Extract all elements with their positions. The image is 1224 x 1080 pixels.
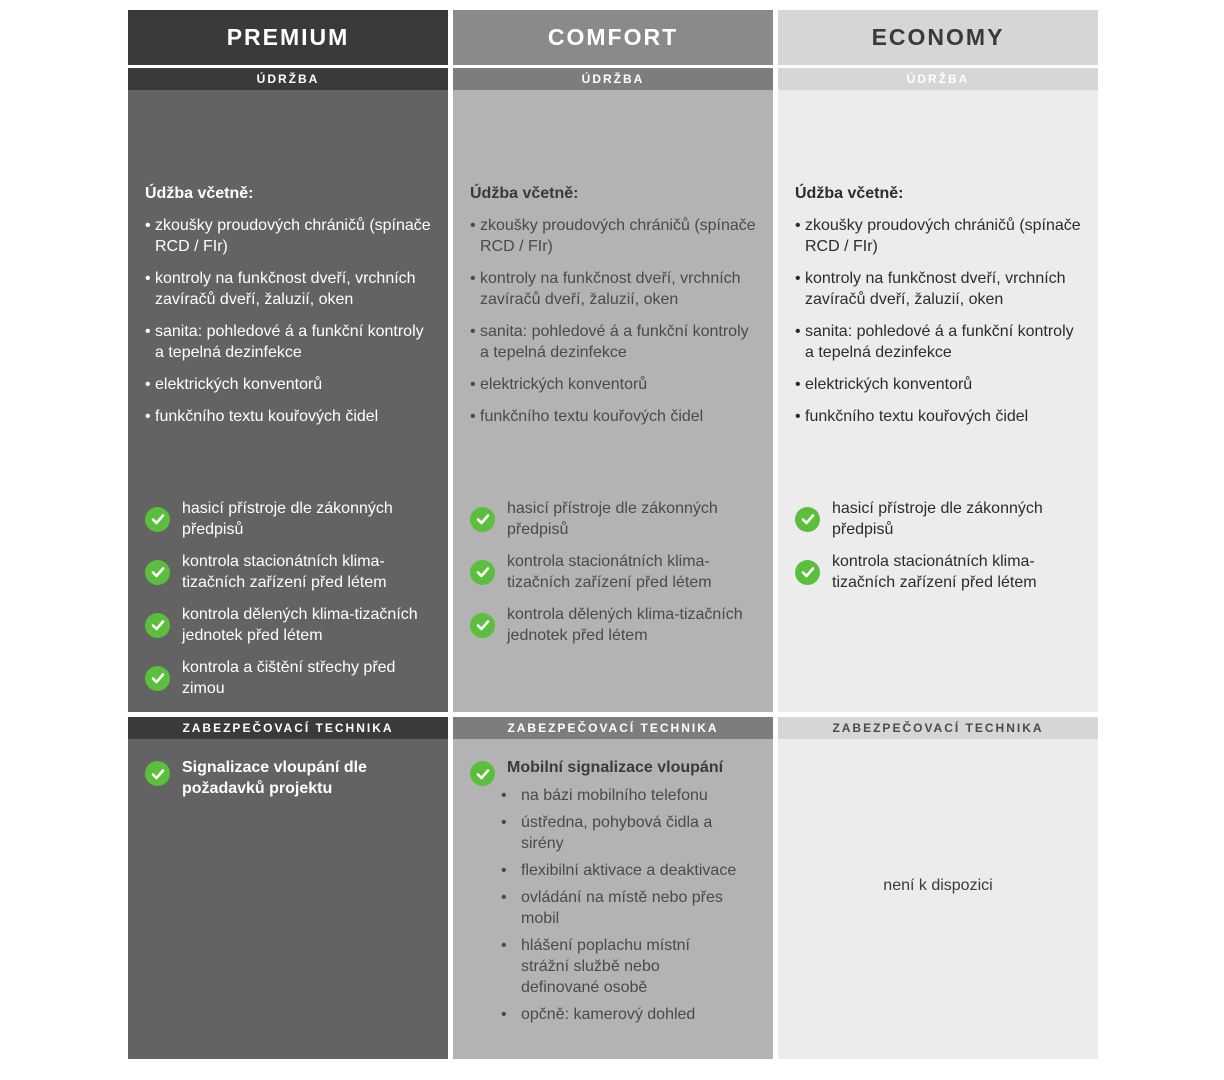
- check-icon: [470, 761, 495, 786]
- check-text: kontrola stacionátních klima-tizačních zařízení před létem: [507, 553, 712, 591]
- plan-title: PREMIUM: [128, 10, 448, 65]
- maintenance-list: [145, 215, 435, 438]
- list-item: • kontroly na funkčnost dveří, vrchních zavíračů dveří, žaluzií, oken: [470, 268, 760, 310]
- security-title: Mobilní signalizace vloupání: [507, 759, 724, 776]
- maintenance-list: [470, 215, 760, 438]
- maintenance-header: ÚDRŽBA: [453, 68, 773, 90]
- check-icon: [470, 507, 495, 532]
- check-item: [145, 498, 440, 540]
- check-list: [470, 498, 765, 657]
- check-icon: [145, 761, 170, 786]
- check-item: [145, 604, 440, 646]
- check-item: [470, 604, 765, 646]
- includes-title: Údžba včetně:: [470, 185, 579, 202]
- plan-column-premium: [128, 10, 448, 1059]
- list-item: • kontroly na funkčnost dveří, vrchních zavíračů dveří, žaluzií, oken: [795, 268, 1085, 310]
- security-sublist: [511, 785, 756, 1031]
- maintenance-section: [128, 90, 448, 712]
- list-item: • zkoušky proudových chráničů (spínače RCD / FIr): [795, 215, 1085, 257]
- check-text: hasicí přístroje dle zákonných předpisů: [182, 500, 393, 538]
- check-icon: [470, 560, 495, 585]
- check-item: [145, 657, 440, 699]
- plan-title: COMFORT: [453, 10, 773, 65]
- list-item: • sanita: pohledové á a funkční kontroly a tepelná dezinfekce: [795, 321, 1085, 363]
- list-item: • hlášení poplachu místní strážní službě nebo definované osobě: [511, 935, 711, 998]
- list-item: • zkoušky proudových chráničů (spínače RCD / FIr): [145, 215, 435, 257]
- list-item: • funkčního textu kouřových čidel: [145, 406, 435, 427]
- check-icon: [470, 613, 495, 638]
- check-icon: [145, 560, 170, 585]
- check-icon: [795, 507, 820, 532]
- check-icon: [795, 560, 820, 585]
- check-item: [470, 551, 765, 593]
- check-text: kontrola dělených klima-tizačních jednotek před létem: [507, 606, 743, 644]
- check-icon: [145, 613, 170, 638]
- check-icon: [145, 507, 170, 532]
- list-item: • sanita: pohledové á a funkční kontroly a tepelná dezinfekce: [145, 321, 435, 363]
- plan-title: ECONOMY: [778, 10, 1098, 65]
- security-item: [145, 757, 440, 799]
- security-section: [453, 739, 773, 1059]
- list-item: • flexibilní aktivace a deaktivace: [511, 860, 756, 881]
- list-item: • ústředna, pohybová čidla a sirény: [511, 812, 721, 854]
- security-item: [470, 757, 765, 786]
- list-item: • kontroly na funkčnost dveří, vrchních zavíračů dveří, žaluzií, oken: [145, 268, 435, 310]
- list-item: • elektrických konventorů: [470, 374, 760, 395]
- check-list: [795, 498, 1090, 604]
- list-item: • opčně: kamerový dohled: [511, 1004, 756, 1025]
- maintenance-header: ÚDRŽBA: [128, 68, 448, 90]
- check-text: kontrola stacionátních klima-tizačních zařízení před létem: [832, 553, 1037, 591]
- maintenance-list: [795, 215, 1085, 438]
- check-text: hasicí přístroje dle zákonných předpisů: [832, 500, 1043, 538]
- security-title: Signalizace vloupání dle požadavků projektu: [182, 759, 367, 797]
- maintenance-section: [778, 90, 1098, 712]
- check-icon: [145, 666, 170, 691]
- list-item: • ovládání na místě nebo přes mobil: [511, 887, 741, 929]
- list-item: • funkčního textu kouřových čidel: [470, 406, 760, 427]
- includes-title: Údžba včetně:: [795, 185, 904, 202]
- maintenance-header: ÚDRŽBA: [778, 68, 1098, 90]
- check-text: kontrola stacionátních klima-tizačních zařízení před létem: [182, 553, 387, 591]
- security-section: [128, 739, 448, 1059]
- list-item: • funkčního textu kouřových čidel: [795, 406, 1085, 427]
- plan-column-comfort: [453, 10, 773, 1059]
- check-item: [145, 551, 440, 593]
- security-header: ZABEZPEČOVACÍ TECHNIKA: [128, 717, 448, 739]
- check-text: hasicí přístroje dle zákonných předpisů: [507, 500, 718, 538]
- check-item: [795, 498, 1090, 540]
- maintenance-section: [453, 90, 773, 712]
- list-item: • na bázi mobilního telefonu: [511, 785, 756, 806]
- security-section: [778, 739, 1098, 1059]
- list-item: • zkoušky proudových chráničů (spínače RCD / FIr): [470, 215, 760, 257]
- includes-title: Údžba včetně:: [145, 185, 254, 202]
- check-text: kontrola dělených klima-tizačních jednotek před létem: [182, 606, 418, 644]
- check-text: kontrola a čištění střechy před zimou: [182, 659, 396, 697]
- list-item: • elektrických konventorů: [145, 374, 435, 395]
- list-item: • elektrických konventorů: [795, 374, 1085, 395]
- security-header: ZABEZPEČOVACÍ TECHNIKA: [453, 717, 773, 739]
- check-item: [470, 498, 765, 540]
- security-header: ZABEZPEČOVACÍ TECHNIKA: [778, 717, 1098, 739]
- plan-column-economy: [778, 10, 1098, 1059]
- check-item: [795, 551, 1090, 593]
- list-item: • sanita: pohledové á a funkční kontroly a tepelná dezinfekce: [470, 321, 760, 363]
- not-available-text: není k dispozici: [883, 877, 993, 894]
- check-list: [145, 498, 440, 710]
